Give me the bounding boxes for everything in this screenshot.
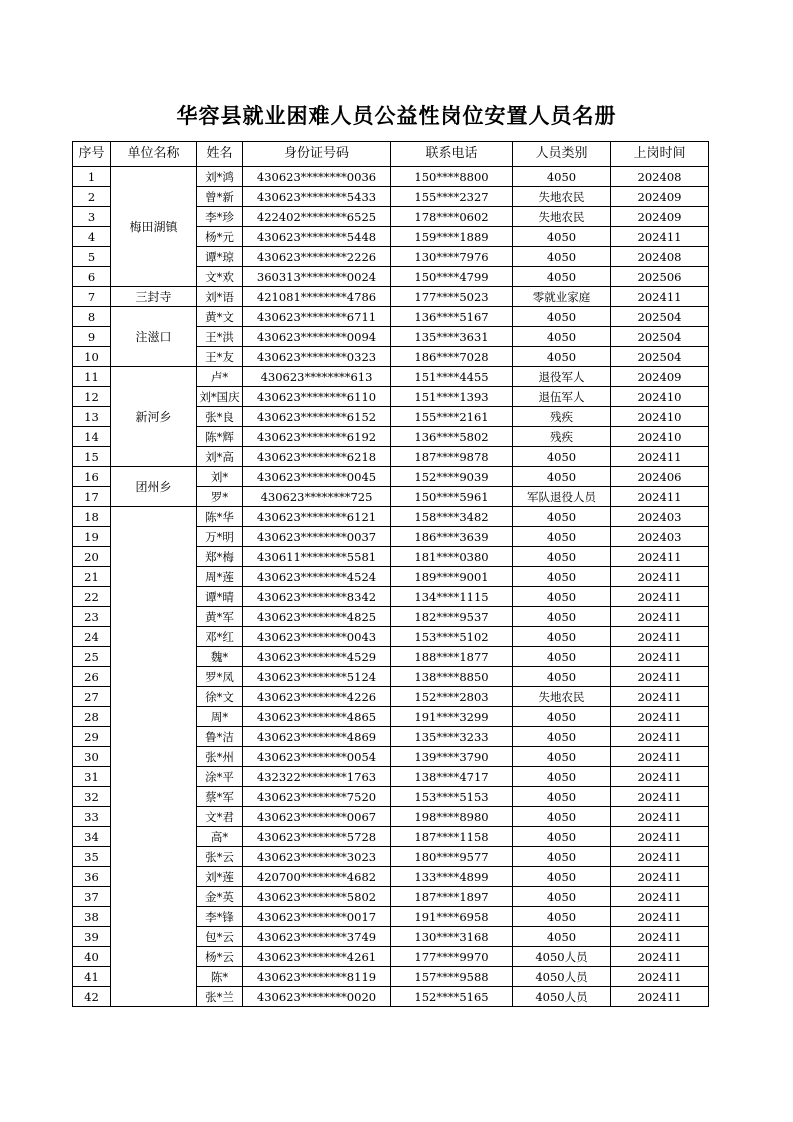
table-row (73, 167, 709, 187)
id-number-cell: 430623********5448 (243, 227, 391, 247)
name-cell: 刘* (197, 467, 243, 487)
index-cell: 20 (73, 547, 111, 567)
phone-cell: 187****1158 (391, 827, 513, 847)
id-number-cell: 430623********4524 (243, 567, 391, 587)
start-date-cell: 202409 (611, 187, 709, 207)
id-number-cell: 430623********4529 (243, 647, 391, 667)
roster-body (73, 167, 709, 1007)
unit-name-cell: 梅田湖镇 (111, 167, 197, 287)
phone-cell: 135****3233 (391, 727, 513, 747)
category-cell: 4050 (513, 547, 611, 567)
name-cell: 黄*文 (197, 307, 243, 327)
index-cell: 36 (73, 867, 111, 887)
index-cell: 39 (73, 927, 111, 947)
phone-cell: 178****0602 (391, 207, 513, 227)
id-number-cell: 421081********4786 (243, 287, 391, 307)
name-cell: 魏* (197, 647, 243, 667)
id-number-cell: 432322********1763 (243, 767, 391, 787)
id-number-cell: 430623********6711 (243, 307, 391, 327)
name-cell: 徐*文 (197, 687, 243, 707)
unit-name-cell: 团州乡 (111, 467, 197, 507)
id-number-cell: 430623********3749 (243, 927, 391, 947)
category-cell: 4050 (513, 907, 611, 927)
id-number-cell: 430623********0043 (243, 627, 391, 647)
unit-name-cell: 新河乡 (111, 367, 197, 467)
start-date-cell: 202411 (611, 847, 709, 867)
table-row (73, 467, 709, 487)
id-number-cell: 430623********5124 (243, 667, 391, 687)
category-cell: 残疾 (513, 407, 611, 427)
name-cell: 文*欢 (197, 267, 243, 287)
name-cell: 刘*鸿 (197, 167, 243, 187)
start-date-cell: 202504 (611, 347, 709, 367)
phone-cell: 191****3299 (391, 707, 513, 727)
index-cell: 19 (73, 527, 111, 547)
category-cell: 失地农民 (513, 187, 611, 207)
phone-cell: 138****8850 (391, 667, 513, 687)
index-cell: 24 (73, 627, 111, 647)
index-cell: 13 (73, 407, 111, 427)
name-cell: 包*云 (197, 927, 243, 947)
id-number-cell: 430623********0036 (243, 167, 391, 187)
category-cell: 4050人员 (513, 947, 611, 967)
phone-cell: 189****9001 (391, 567, 513, 587)
index-cell: 41 (73, 967, 111, 987)
name-cell: 涂*平 (197, 767, 243, 787)
index-cell: 7 (73, 287, 111, 307)
index-cell: 8 (73, 307, 111, 327)
name-cell: 黄*军 (197, 607, 243, 627)
index-cell: 32 (73, 787, 111, 807)
header-unit: 单位名称 (111, 142, 197, 167)
name-cell: 罗* (197, 487, 243, 507)
id-number-cell: 430623********8119 (243, 967, 391, 987)
start-date-cell: 202411 (611, 927, 709, 947)
id-number-cell: 430623********4825 (243, 607, 391, 627)
id-number-cell: 430623********3023 (243, 847, 391, 867)
category-cell: 4050 (513, 867, 611, 887)
name-cell: 李*珍 (197, 207, 243, 227)
header-category: 人员类别 (513, 142, 611, 167)
name-cell: 陈* (197, 967, 243, 987)
start-date-cell: 202411 (611, 967, 709, 987)
category-cell: 4050 (513, 527, 611, 547)
index-cell: 15 (73, 447, 111, 467)
phone-cell: 181****0380 (391, 547, 513, 567)
id-number-cell: 430623********613 (243, 367, 391, 387)
start-date-cell: 202411 (611, 667, 709, 687)
id-number-cell: 430623********725 (243, 487, 391, 507)
phone-cell: 198****8980 (391, 807, 513, 827)
phone-cell: 182****9537 (391, 607, 513, 627)
index-cell: 18 (73, 507, 111, 527)
name-cell: 李*锋 (197, 907, 243, 927)
index-cell: 28 (73, 707, 111, 727)
category-cell: 4050 (513, 827, 611, 847)
index-cell: 5 (73, 247, 111, 267)
header-name: 姓名 (197, 142, 243, 167)
id-number-cell: 430623********0020 (243, 987, 391, 1007)
start-date-cell: 202411 (611, 827, 709, 847)
category-cell: 4050 (513, 327, 611, 347)
name-cell: 刘*国庆 (197, 387, 243, 407)
category-cell: 退伍军人 (513, 387, 611, 407)
phone-cell: 130****7976 (391, 247, 513, 267)
start-date-cell: 202406 (611, 467, 709, 487)
start-date-cell: 202411 (611, 727, 709, 747)
start-date-cell: 202411 (611, 687, 709, 707)
name-cell: 万*明 (197, 527, 243, 547)
phone-cell: 186****7028 (391, 347, 513, 367)
index-cell: 17 (73, 487, 111, 507)
phone-cell: 187****9878 (391, 447, 513, 467)
category-cell: 退役军人 (513, 367, 611, 387)
start-date-cell: 202410 (611, 387, 709, 407)
phone-cell: 150****8800 (391, 167, 513, 187)
phone-cell: 151****1393 (391, 387, 513, 407)
start-date-cell: 202409 (611, 367, 709, 387)
index-cell: 30 (73, 747, 111, 767)
id-number-cell: 430623********2226 (243, 247, 391, 267)
category-cell: 4050 (513, 887, 611, 907)
id-number-cell: 430623********6121 (243, 507, 391, 527)
name-cell: 周*莲 (197, 567, 243, 587)
start-date-cell: 202411 (611, 987, 709, 1007)
phone-cell: 159****1889 (391, 227, 513, 247)
roster-table (72, 141, 709, 1007)
id-number-cell: 430623********5433 (243, 187, 391, 207)
index-cell: 4 (73, 227, 111, 247)
start-date-cell: 202411 (611, 607, 709, 627)
start-date-cell: 202411 (611, 627, 709, 647)
start-date-cell: 202411 (611, 447, 709, 467)
id-number-cell: 430623********8342 (243, 587, 391, 607)
phone-cell: 136****5167 (391, 307, 513, 327)
phone-cell: 151****4455 (391, 367, 513, 387)
name-cell: 杨*云 (197, 947, 243, 967)
start-date-cell: 202411 (611, 867, 709, 887)
name-cell: 郑*梅 (197, 547, 243, 567)
category-cell: 4050 (513, 447, 611, 467)
category-cell: 4050 (513, 767, 611, 787)
start-date-cell: 202411 (611, 287, 709, 307)
index-cell: 27 (73, 687, 111, 707)
index-cell: 31 (73, 767, 111, 787)
index-cell: 16 (73, 467, 111, 487)
start-date-cell: 202411 (611, 947, 709, 967)
id-number-cell: 430623********4261 (243, 947, 391, 967)
index-cell: 35 (73, 847, 111, 867)
category-cell: 4050 (513, 847, 611, 867)
start-date-cell: 202506 (611, 267, 709, 287)
phone-cell: 136****5802 (391, 427, 513, 447)
category-cell: 4050 (513, 807, 611, 827)
id-number-cell: 430623********6192 (243, 427, 391, 447)
category-cell: 4050 (513, 227, 611, 247)
category-cell: 4050 (513, 567, 611, 587)
phone-cell: 188****1877 (391, 647, 513, 667)
id-number-cell: 430623********4869 (243, 727, 391, 747)
id-number-cell: 430623********0323 (243, 347, 391, 367)
header-start-date: 上岗时间 (611, 142, 709, 167)
category-cell: 4050 (513, 607, 611, 627)
start-date-cell: 202411 (611, 887, 709, 907)
start-date-cell: 202411 (611, 707, 709, 727)
category-cell: 4050人员 (513, 967, 611, 987)
name-cell: 陈*辉 (197, 427, 243, 447)
name-cell: 金*英 (197, 887, 243, 907)
name-cell: 张*良 (197, 407, 243, 427)
id-number-cell: 420700********4682 (243, 867, 391, 887)
header-row (73, 142, 709, 167)
index-cell: 37 (73, 887, 111, 907)
category-cell: 4050 (513, 667, 611, 687)
phone-cell: 153****5153 (391, 787, 513, 807)
table-row (73, 507, 709, 527)
start-date-cell: 202411 (611, 807, 709, 827)
category-cell: 4050 (513, 247, 611, 267)
name-cell: 文*君 (197, 807, 243, 827)
name-cell: 卢* (197, 367, 243, 387)
name-cell: 罗*凤 (197, 667, 243, 687)
index-cell: 34 (73, 827, 111, 847)
category-cell: 4050 (513, 167, 611, 187)
index-cell: 2 (73, 187, 111, 207)
name-cell: 周* (197, 707, 243, 727)
category-cell: 军队退役人员 (513, 487, 611, 507)
phone-cell: 150****4799 (391, 267, 513, 287)
page-title: 华容县就业困难人员公益性岗位安置人员名册 (176, 104, 617, 128)
category-cell: 失地农民 (513, 207, 611, 227)
index-cell: 21 (73, 567, 111, 587)
start-date-cell: 202403 (611, 527, 709, 547)
phone-cell: 153****5102 (391, 627, 513, 647)
index-cell: 25 (73, 647, 111, 667)
phone-cell: 139****3790 (391, 747, 513, 767)
name-cell: 刘*莲 (197, 867, 243, 887)
category-cell: 4050 (513, 307, 611, 327)
id-number-cell: 430611********5581 (243, 547, 391, 567)
phone-cell: 133****4899 (391, 867, 513, 887)
start-date-cell: 202408 (611, 167, 709, 187)
phone-cell: 130****3168 (391, 927, 513, 947)
start-date-cell: 202504 (611, 327, 709, 347)
id-number-cell: 430623********6110 (243, 387, 391, 407)
category-cell: 4050 (513, 467, 611, 487)
id-number-cell: 430623********0045 (243, 467, 391, 487)
id-number-cell: 360313********0024 (243, 267, 391, 287)
index-cell: 6 (73, 267, 111, 287)
phone-cell: 158****3482 (391, 507, 513, 527)
category-cell: 4050 (513, 347, 611, 367)
category-cell: 4050 (513, 627, 611, 647)
start-date-cell: 202408 (611, 247, 709, 267)
phone-cell: 186****3639 (391, 527, 513, 547)
category-cell: 4050 (513, 707, 611, 727)
category-cell: 4050人员 (513, 987, 611, 1007)
index-cell: 38 (73, 907, 111, 927)
id-number-cell: 430623********5728 (243, 827, 391, 847)
category-cell: 失地农民 (513, 687, 611, 707)
index-cell: 3 (73, 207, 111, 227)
phone-cell: 152****9039 (391, 467, 513, 487)
id-number-cell: 430623********4865 (243, 707, 391, 727)
category-cell: 4050 (513, 747, 611, 767)
phone-cell: 135****3631 (391, 327, 513, 347)
id-number-cell: 430623********0037 (243, 527, 391, 547)
index-cell: 1 (73, 167, 111, 187)
name-cell: 王*友 (197, 347, 243, 367)
name-cell: 谭*琼 (197, 247, 243, 267)
phone-cell: 155****2327 (391, 187, 513, 207)
phone-cell: 180****9577 (391, 847, 513, 867)
header-index: 序号 (73, 142, 111, 167)
category-cell: 零就业家庭 (513, 287, 611, 307)
category-cell: 4050 (513, 587, 611, 607)
start-date-cell: 202411 (611, 487, 709, 507)
phone-cell: 157****9588 (391, 967, 513, 987)
category-cell: 4050 (513, 727, 611, 747)
start-date-cell: 202409 (611, 207, 709, 227)
name-cell: 张*云 (197, 847, 243, 867)
start-date-cell: 202403 (611, 507, 709, 527)
name-cell: 刘*语 (197, 287, 243, 307)
start-date-cell: 202411 (611, 647, 709, 667)
start-date-cell: 202411 (611, 767, 709, 787)
index-cell: 10 (73, 347, 111, 367)
table-row (73, 367, 709, 387)
index-cell: 9 (73, 327, 111, 347)
table-row (73, 287, 709, 307)
name-cell: 曾*新 (197, 187, 243, 207)
index-cell: 29 (73, 727, 111, 747)
id-number-cell: 422402********6525 (243, 207, 391, 227)
phone-cell: 177****5023 (391, 287, 513, 307)
id-number-cell: 430623********5802 (243, 887, 391, 907)
name-cell: 蔡*军 (197, 787, 243, 807)
name-cell: 王*洪 (197, 327, 243, 347)
category-cell: 残疾 (513, 427, 611, 447)
name-cell: 鲁*洁 (197, 727, 243, 747)
index-cell: 22 (73, 587, 111, 607)
category-cell: 4050 (513, 267, 611, 287)
name-cell: 张*兰 (197, 987, 243, 1007)
header-phone: 联系电话 (391, 142, 513, 167)
phone-cell: 177****9970 (391, 947, 513, 967)
index-cell: 23 (73, 607, 111, 627)
name-cell: 张*州 (197, 747, 243, 767)
index-cell: 26 (73, 667, 111, 687)
id-number-cell: 430623********6218 (243, 447, 391, 467)
index-cell: 40 (73, 947, 111, 967)
unit-name-cell: 注滋口 (111, 307, 197, 367)
start-date-cell: 202504 (611, 307, 709, 327)
index-cell: 14 (73, 427, 111, 447)
name-cell: 刘*高 (197, 447, 243, 467)
name-cell: 高* (197, 827, 243, 847)
phone-cell: 150****5961 (391, 487, 513, 507)
name-cell: 邓*红 (197, 627, 243, 647)
start-date-cell: 202410 (611, 427, 709, 447)
id-number-cell: 430623********0067 (243, 807, 391, 827)
phone-cell: 152****2803 (391, 687, 513, 707)
index-cell: 12 (73, 387, 111, 407)
index-cell: 11 (73, 367, 111, 387)
index-cell: 42 (73, 987, 111, 1007)
unit-name-cell (111, 507, 197, 1007)
phone-cell: 187****1897 (391, 887, 513, 907)
phone-cell: 138****4717 (391, 767, 513, 787)
name-cell: 陈*华 (197, 507, 243, 527)
unit-name-cell: 三封寺 (111, 287, 197, 307)
category-cell: 4050 (513, 787, 611, 807)
category-cell: 4050 (513, 647, 611, 667)
id-number-cell: 430623********4226 (243, 687, 391, 707)
start-date-cell: 202411 (611, 787, 709, 807)
id-number-cell: 430623********6152 (243, 407, 391, 427)
id-number-cell: 430623********0054 (243, 747, 391, 767)
start-date-cell: 202411 (611, 907, 709, 927)
phone-cell: 155****2161 (391, 407, 513, 427)
start-date-cell: 202411 (611, 587, 709, 607)
id-number-cell: 430623********0094 (243, 327, 391, 347)
category-cell: 4050 (513, 927, 611, 947)
header-id-number: 身份证号码 (243, 142, 391, 167)
id-number-cell: 430623********7520 (243, 787, 391, 807)
index-cell: 33 (73, 807, 111, 827)
phone-cell: 152****5165 (391, 987, 513, 1007)
start-date-cell: 202410 (611, 407, 709, 427)
table-row (73, 307, 709, 327)
start-date-cell: 202411 (611, 567, 709, 587)
name-cell: 杨*元 (197, 227, 243, 247)
id-number-cell: 430623********0017 (243, 907, 391, 927)
start-date-cell: 202411 (611, 227, 709, 247)
phone-cell: 191****6958 (391, 907, 513, 927)
name-cell: 谭*晴 (197, 587, 243, 607)
phone-cell: 134****1115 (391, 587, 513, 607)
category-cell: 4050 (513, 507, 611, 527)
start-date-cell: 202411 (611, 747, 709, 767)
start-date-cell: 202411 (611, 547, 709, 567)
